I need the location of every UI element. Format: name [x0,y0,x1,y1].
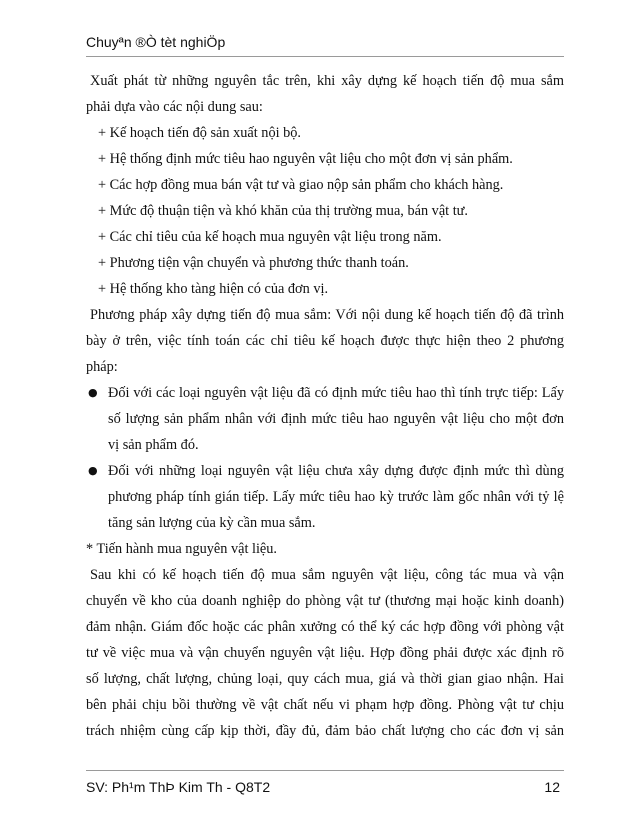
bullet-icon: ● [88,386,98,399]
paragraph-purchasing [86,562,564,744]
text-line: chuyển về kho của doanh nghiệp do phòng vật tư (thương mại hoặc kinh doanh) [86,593,564,609]
section-heading [86,536,564,562]
text-line: Xuất phát từ những nguyên tắc trên, khi xây dựng kế hoạch tiến độ mua sắm [90,73,564,89]
text-line: đảm nhận. Giám đốc hoặc các phân xưởng có thể ký các hợp đồng với phòng vật [86,619,564,635]
text-line: số lượng sản phẩm nhân với định mức tiêu hao nguyên vật liệu cho một đơn [108,411,564,427]
text-line: vị sản phẩm đó. [108,437,199,453]
page-body [86,68,564,744]
list-item: + Phương tiện vận chuyển và phương thức thanh toán. [98,255,409,271]
text-line: Phương pháp xây dựng tiến độ mua sắm: Với nội dung kế hoạch tiến độ đã trình [90,307,564,323]
bullet-item [86,380,564,458]
page-footer [86,770,564,797]
text-line: bày ở trên, việc tính toán các chỉ tiêu kế hoạch được thực hiện theo 2 phương [86,333,564,349]
text-line: trách nhiệm cùng cấp kịp thời, đầy đủ, đảm bảo chất lượng cho các đơn vị sản [86,723,564,739]
list-item: + Kế hoạch tiến độ sản xuất nội bộ. [98,125,302,141]
text-line: pháp: [86,359,118,375]
text-line: Đối với những loại nguyên vật liệu chưa xây dựng được định mức thì dùng [108,463,564,479]
text-line: phải dựa vào các nội dung sau: [86,99,263,115]
footer-author: SV: Ph¹m ThÞ Kim Th - Q8T2 [86,779,271,795]
list-item: + Các chỉ tiêu của kế hoạch mua nguyên vật liệu trong năm. [98,229,442,245]
bullet-icon: ● [88,464,98,477]
list-item: + Các hợp đồng mua bán vật tư và giao nộp sản phẩm cho khách hàng. [98,177,504,193]
text-line: số lượng, chất lượng, chủng loại, quy cách mua, giá và thời gian giao nhận. Hai [86,671,564,687]
page-header [86,30,564,57]
list-item: + Hệ thống định mức tiêu hao nguyên vật liệu cho một đơn vị sản phẩm. [98,151,513,167]
page-number: 12 [544,779,560,795]
list-item: + Hệ thống kho tàng hiện có của đơn vị. [98,281,329,297]
paragraph-method [86,302,564,380]
paragraph-intro [86,68,564,120]
bullet-item [86,458,564,536]
text-line: phương pháp tính gián tiếp. Lấy mức tiêu hao kỳ trước làm gốc nhân với tỷ lệ [108,489,564,505]
text-line: tư về việc mua và vận chuyển nguyên vật liệu. Hợp đồng phải được xác định rõ [86,645,564,661]
requirements-list [86,120,564,302]
text-line: Đối với các loại nguyên vật liệu đã có định mức tiêu hao thì tính trực tiếp: Lấy [108,385,564,401]
text-line: tăng sản lượng của kỳ cần mua sắm. [108,515,316,531]
text-line: bên phải chịu bồi thường về vật chất nếu vi phạm hợp đồng. Phòng vật tư chịu [86,697,564,713]
text-line: Sau khi có kế hoạch tiến độ mua sắm nguyên vật liệu, công tác mua và vận [90,567,564,583]
header-title: Chuyªn ®Ò tèt nghiÖp [86,34,226,50]
list-item: + Mức độ thuận tiện và khó khăn của thị trường mua, bán vật tư. [98,203,469,219]
section-title: * Tiến hành mua nguyên vật liệu. [86,541,278,557]
